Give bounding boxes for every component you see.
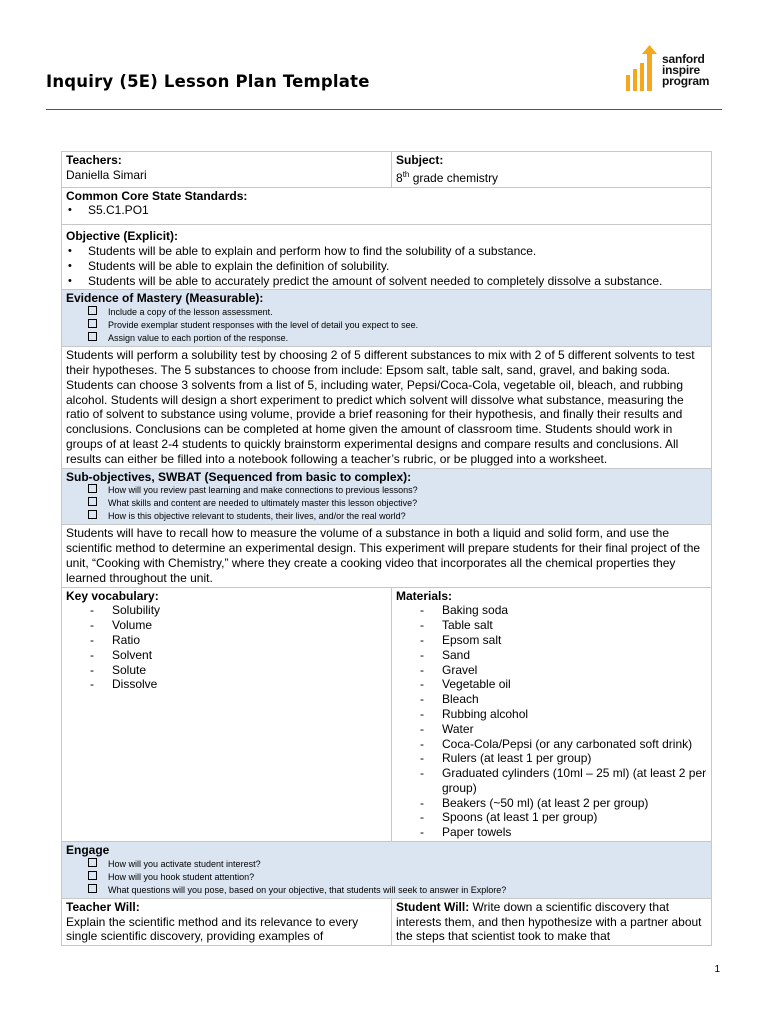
list-item: - Gravel [418,663,707,678]
checklist-item: How will you hook student attention? [88,871,707,884]
vocabulary-list [88,603,387,692]
student-will-body: Write down a scientific discovery that interests them, and then hypothesize with a partner about the steps that scientist took to make that [396,899,702,944]
list-item: - Dissolve [88,677,387,692]
objective-row [62,225,712,290]
teachers-cell [62,152,392,188]
logo-text: sanford inspire program [662,52,710,88]
list-item: - Paper towels [418,825,707,840]
teacher-will-label: Teacher Will: [66,899,140,914]
lesson-plan-table [61,151,712,946]
list-item: - Water [418,722,707,737]
checklist-item: Include a copy of the lesson assessment. [88,306,707,319]
teacher-student-row [62,898,712,945]
subject-value: 8th grade chemistry [396,169,499,185]
list-item: - Graduated cylinders (10ml – 25 ml) (at least 2 per group) [418,766,707,796]
page-number: 1 [714,964,720,975]
list-item: - Table salt [418,618,707,633]
list-item: - Baking soda [418,603,707,618]
teacher-will-cell [62,898,392,945]
mastery-checklist [88,306,707,345]
subobjectives-checklist [88,484,707,523]
checklist-item: What skills and content are needed to ultimately master this lesson objective? [88,497,707,510]
vocabulary-label: Key vocabulary: [66,588,159,603]
sanford-inspire-logo [624,45,724,93]
list-item: - Rulers (at least 1 per group) [418,751,707,766]
standards-list [66,203,707,218]
standards-label: Common Core State Standards: [66,188,248,203]
checklist-item: What questions will you pose, based on your objective, that students will seek to answer in Explore? [88,884,707,897]
student-will-label: Student Will: [396,899,470,914]
logo-bars-icon [624,45,664,93]
checklist-item: How will you activate student interest? [88,858,707,871]
engage-checklist [88,858,707,897]
list-item: - Sand [418,648,707,663]
objective-list [66,244,707,288]
subobjectives-label: Sub-objectives, SWBAT (Sequenced from basic to complex): [66,469,412,484]
subobjectives-body: Students will have to recall how to measure the volume of a substance in both a liquid and solid form, and use the scientific method to determine an experimental design. This experiment will prepare students for their final project of the unit, “Cooking with Chemistry,” where they create a cooking video that incorporates all the chemical properties they learned throughout the unit. [66,526,701,585]
teachers-label: Teachers: [66,153,122,167]
document-title: Inquiry (5E) Lesson Plan Template [46,72,370,91]
teachers-value: Daniella Simari [66,167,147,182]
list-item: - Ratio [88,633,387,648]
checklist-item: How is this objective relevant to students, their lives, and/or the real world? [88,510,707,523]
objective-label: Objective (Explicit): [66,229,179,244]
list-item: • Students will be able to explain and perform how to find the solubility of a substance. [66,244,707,259]
list-item: - Volume [88,618,387,633]
materials-list [418,603,707,840]
list-item: - Spoons (at least 1 per group) [418,810,707,825]
engage-label: Engage [66,843,110,858]
list-item: - Epsom salt [418,633,707,648]
checklist-item: Assign value to each portion of the response. [88,332,707,345]
subject-label: Subject: [396,153,444,167]
subject-cell [392,152,712,188]
teacher-will-body: Explain the scientific method and its relevance to every single scientific discovery, providing examples of [66,914,359,944]
list-item: - Vegetable oil [418,677,707,692]
list-item: - Rubbing alcohol [418,707,707,722]
list-item: - Bleach [418,692,707,707]
title-divider [46,109,722,110]
vocabulary-cell [62,587,392,842]
subobjectives-header-row [62,468,712,525]
mastery-body: Students will perform a solubility test by choosing 2 of 5 different substances to mix with 2 of 5 different solvents to test their hypotheses. The 5 substances to choose from include: Epsom salt, table salt, sand, gravel, and baking soda. Students can choose 3 solvents from a list of 5, including water, Pepsi/Coca-Cola, vegetable oil, bleach, and rubbing alcohol. Students will design a short experiment to predict which solvent will dissolve what substance, measuring the ratio of solvent to substance using volume, provide a brief reasoning for their hypothesis, and finally their results and conclusions. Conclusions can be completed at home given the amount of classroom time. Students should work in groups of at least 2-4 students to quickly brainstorm experimental designs and compare results and conclusions. All results can either be filled into a notebook following a teacher’s rubric, or be plugged into a worksheet. [66,348,695,466]
subobjectives-body-row [62,525,712,587]
list-item: - Solvent [88,648,387,663]
standards-row [62,187,712,225]
mastery-body-row [62,347,712,468]
student-will-text [396,900,707,944]
materials-cell [392,587,712,842]
list-item: - Solute [88,663,387,678]
mastery-header-row [62,290,712,347]
student-will-cell [392,898,712,945]
teachers-subject-row [62,152,712,188]
list-item: - Beakers (~50 ml) (at least 2 per group) [418,796,707,811]
list-item: - Solubility [88,603,387,618]
vocabulary-materials-row [62,587,712,842]
list-item: - Coca-Cola/Pepsi (or any carbonated soft drink) [418,737,707,752]
checklist-item: Provide exemplar student responses with the level of detail you expect to see. [88,319,707,332]
materials-label: Materials: [396,588,453,603]
list-item: • Students will be able to accurately predict the amount of solvent needed to completely dissolve a substance. [66,274,707,289]
list-item: • Students will be able to explain the definition of solubility. [66,259,707,274]
checklist-item: How will you review past learning and make connections to previous lessons? [88,484,707,497]
mastery-label: Evidence of Mastery (Measurable): [66,291,264,306]
engage-header-row [62,842,712,899]
list-item: • S5.C1.PO1 [66,203,707,218]
